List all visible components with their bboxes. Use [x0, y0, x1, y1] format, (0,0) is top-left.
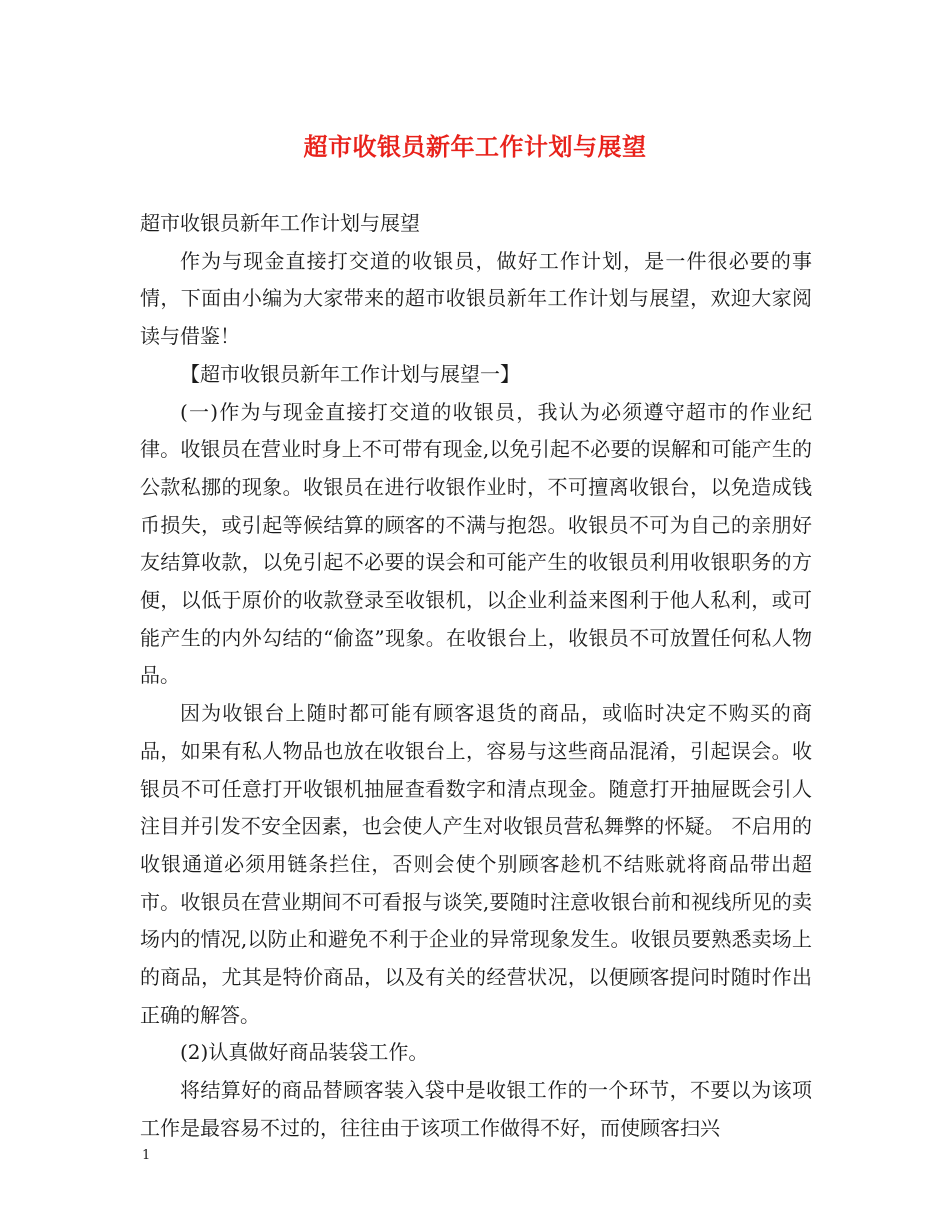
document-body	[140, 205, 812, 1148]
body-paragraph: (2)认真做好商品装袋工作。	[180, 1040, 429, 1065]
document-title: 超市收银员新年工作计划与展望	[303, 132, 647, 161]
intro-paragraph: 作为与现金直接打交道的收银员，做好工作计划，是一件很必要的事情，下面由小编为大家带来的超市收银员新年工作计划与展望，欢迎大家阅读与借鉴！	[140, 248, 812, 349]
body-paragraph: 将结算好的商品替顾客装入袋中是收银工作的一个环节，不要以为该项工作是最容易不过的，往往由于该项工作做得不好，而使顾客扫兴	[140, 1078, 812, 1140]
page-number: 1	[142, 1148, 151, 1163]
body-paragraph: (一)作为与现金直接打交道的收银员，我认为必须遵守超市的作业纪律。收银员在营业时身上不可带有现金,以免引起不必要的误解和可能产生的公款私挪的现象。收银员在进行收银作业时，不可擅离收银台，以免造成钱币损失，或引起等候结算的顾客的不满与抱怨。收银员不可为自己的亲朋好友结算收款，以免引起不必要的误会和可能产生的收银员利用收银职务的方便，以低于原价的收款登录至收银机，以企业利益来图利于他人私利，或可能产生的内外勾结的“偷盗”现象。在收银台上，收银员不可放置任何私人物品。	[140, 399, 812, 688]
document-subtitle: 超市收银员新年工作计划与展望	[140, 211, 420, 235]
body-paragraph: 因为收银台上随时都可能有顾客退货的商品，或临时决定不购买的商品，如果有私人物品也放在收银台上，容易与这些商品混淆，引起误会。收银员不可任意打开收银机抽屉查看数字和清点现金。随意打开抽屉既会引人注目并引发不安全因素，也会使人产生对收银员营私舞弊的怀疑。 不启用的收银通道必须用链条拦住，否则会使个别顾客趁机不结账就将商品带出超市。收银员在营业期间不可看报与谈笑,要随时注意收银台前和视线所见的卖场内的情况,以防止和避免不利于企业的异常现象发生。收银员要熟悉卖场上的商品，尤其是特价商品，以及有关的经营状况，以便顾客提问时随时作出正确的解答。	[140, 701, 812, 1027]
section-heading: 【超市收银员新年工作计划与展望一】	[180, 361, 520, 386]
